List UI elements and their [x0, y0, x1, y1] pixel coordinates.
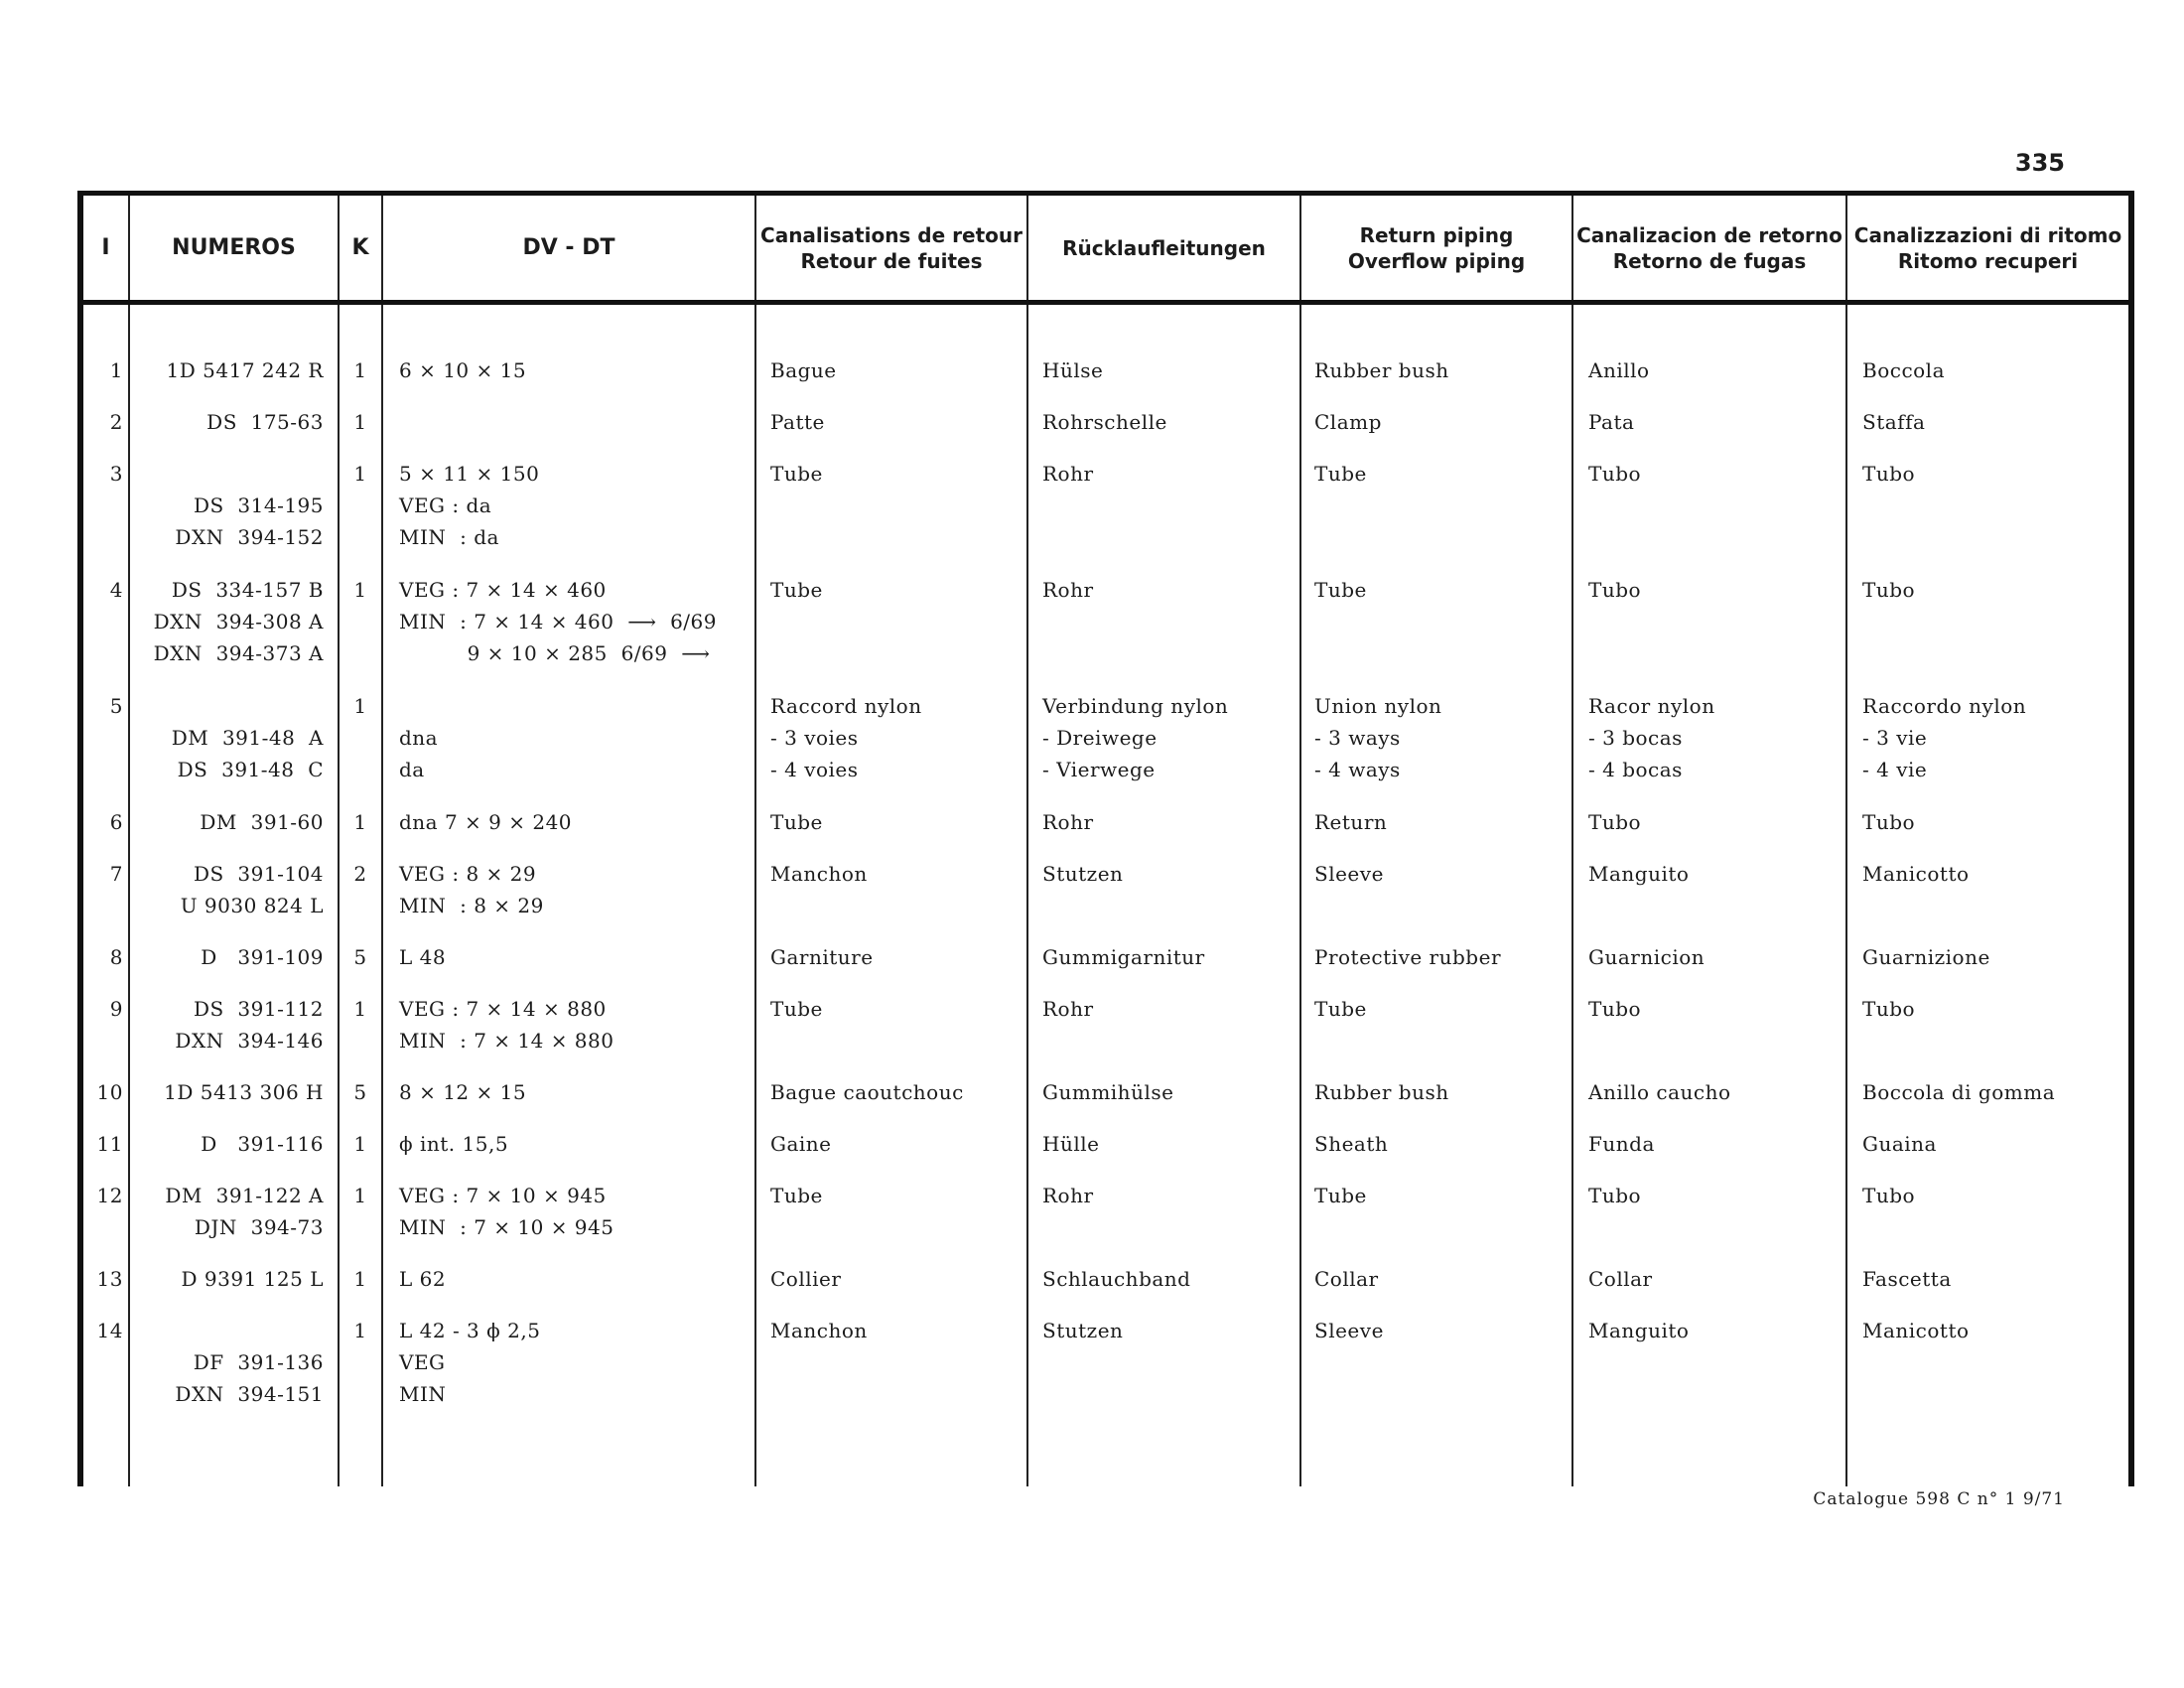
dimensions [399, 1128, 752, 1160]
description-english [1314, 406, 1569, 438]
description-german [1042, 1076, 1297, 1108]
dimensions-line: VEG : 8 × 29 [399, 862, 537, 886]
description-spanish [1588, 1076, 1843, 1108]
description-english-line: Rubber bush [1314, 358, 1449, 382]
dimensions-line [399, 690, 752, 722]
description-french-line: Raccord nylon [770, 694, 922, 718]
part-number-line: U 9030 824 L [180, 894, 324, 917]
quantity-k: 1 [353, 1132, 367, 1156]
description-french-line: Collier [770, 1267, 842, 1291]
description-german [1042, 406, 1297, 438]
row-index: 9 [109, 997, 123, 1021]
description-english [1314, 1180, 1569, 1211]
part-number [133, 1315, 324, 1410]
description-german [1042, 806, 1297, 838]
description-italian [1862, 806, 2126, 838]
row-index: 10 [96, 1080, 123, 1104]
description-spanish [1588, 690, 1843, 785]
description-german [1042, 1128, 1297, 1160]
column-divider [128, 196, 130, 1486]
description-italian [1862, 1263, 2126, 1295]
description-english [1314, 1076, 1569, 1108]
description-spanish-line: Tubo [1588, 810, 1642, 834]
part-number-line: DS 175-63 [206, 410, 324, 434]
part-number-line: DXN 394-152 [175, 525, 324, 549]
description-french-line: Bague [770, 358, 837, 382]
part-number [133, 1263, 324, 1295]
row-index: 5 [109, 694, 123, 718]
description-german [1042, 941, 1297, 973]
part-number [133, 406, 324, 438]
description-german [1042, 1180, 1297, 1211]
description-french-line: Patte [770, 410, 825, 434]
part-number [133, 690, 324, 785]
row-index: 7 [109, 862, 123, 886]
column-divider [754, 196, 756, 1486]
quantity-k: 1 [353, 1319, 367, 1342]
description-spanish [1588, 406, 1843, 438]
dimensions-line: VEG : 7 × 14 × 880 [399, 997, 607, 1021]
dimensions [399, 1263, 752, 1295]
part-number-line: DS 391-112 [193, 997, 324, 1021]
header-german: Rücklaufleitungen [1062, 235, 1266, 260]
description-english-line: - 4 ways [1314, 758, 1401, 781]
description-french [770, 1315, 1024, 1346]
description-english [1314, 354, 1569, 386]
description-spanish [1588, 858, 1843, 890]
dimensions-line: 9 × 10 × 285 6/69 ⟶ [399, 641, 711, 665]
description-french-line: Manchon [770, 862, 868, 886]
part-number-line: DS 334-157 B [171, 578, 324, 602]
description-french-line: Tube [770, 1184, 823, 1207]
dimensions [399, 1180, 752, 1243]
row-index: 2 [109, 410, 123, 434]
description-german-line: Hülle [1042, 1132, 1100, 1156]
description-french [770, 1076, 1024, 1108]
quantity-k: 5 [353, 945, 367, 969]
header-spanish: Canalizacion de retorno Retorno de fugas [1576, 222, 1843, 273]
description-english-line: Sheath [1314, 1132, 1389, 1156]
header-k: K [351, 234, 369, 260]
description-spanish-line: Tubo [1588, 997, 1642, 1021]
dimensions [399, 354, 752, 386]
description-french-line: Bague caoutchouc [770, 1080, 964, 1104]
description-french [770, 993, 1024, 1025]
description-german-line: - Dreiwege [1042, 726, 1158, 750]
dimensions-line: MIN : 7 × 10 × 945 [399, 1215, 614, 1239]
description-spanish-line: Anillo caucho [1588, 1080, 1731, 1104]
row-index: 11 [96, 1132, 123, 1156]
description-spanish-line: Pata [1588, 410, 1635, 434]
description-french [770, 574, 1024, 606]
dimensions-line: dna 7 × 9 × 240 [399, 810, 573, 834]
description-french [770, 858, 1024, 890]
description-english [1314, 993, 1569, 1025]
row-index: 12 [96, 1184, 123, 1207]
description-english [1314, 858, 1569, 890]
quantity-k: 1 [353, 694, 367, 718]
description-spanish [1588, 1263, 1843, 1295]
description-german [1042, 458, 1297, 490]
description-spanish-line: Tubo [1588, 462, 1642, 486]
part-number [133, 806, 324, 838]
dimensions [399, 1315, 752, 1410]
description-french [770, 806, 1024, 838]
description-italian-line: Manicotto [1862, 1319, 1970, 1342]
dimensions-line: MIN : 7 × 14 × 880 [399, 1029, 614, 1053]
dimensions [399, 406, 752, 438]
description-english [1314, 1128, 1569, 1160]
part-number-line [133, 690, 324, 722]
dimensions-line: VEG : 7 × 14 × 460 [399, 578, 607, 602]
description-italian [1862, 1128, 2126, 1160]
quantity-k: 5 [353, 1080, 367, 1104]
dimensions-line: 6 × 10 × 15 [399, 358, 527, 382]
part-number-line: DXN 394-151 [175, 1382, 324, 1406]
part-number [133, 458, 324, 553]
description-spanish [1588, 1180, 1843, 1211]
part-number-line: 1D 5417 242 R [166, 358, 324, 382]
description-english-line: Tube [1314, 462, 1367, 486]
dimensions-line: 5 × 11 × 150 [399, 462, 540, 486]
header-rule [83, 300, 2128, 305]
column-divider [1026, 196, 1028, 1486]
description-french-line: Tube [770, 462, 823, 486]
quantity-k: 1 [353, 1184, 367, 1207]
quantity-k: 2 [353, 862, 367, 886]
row-index: 4 [109, 578, 123, 602]
description-english [1314, 458, 1569, 490]
dimensions-line: VEG [399, 1350, 446, 1374]
description-french-line: Tube [770, 997, 823, 1021]
dimensions [399, 1076, 752, 1108]
dimensions-line: ϕ int. 15,5 [399, 1132, 509, 1156]
description-german [1042, 690, 1297, 785]
row-index: 14 [96, 1319, 123, 1342]
column-divider [1845, 196, 1847, 1486]
description-english-line: Tube [1314, 578, 1367, 602]
part-number [133, 1076, 324, 1108]
description-spanish [1588, 1315, 1843, 1346]
description-english-line: - 3 ways [1314, 726, 1401, 750]
description-spanish-line: Funda [1588, 1132, 1655, 1156]
description-italian [1862, 1180, 2126, 1211]
description-spanish-line: Manguito [1588, 862, 1690, 886]
description-english-line: Rubber bush [1314, 1080, 1449, 1104]
column-divider [1571, 196, 1573, 1486]
row-index: 3 [109, 462, 123, 486]
description-french-line: Manchon [770, 1319, 868, 1342]
part-number-line: DJN 394-73 [194, 1215, 324, 1239]
description-italian-line: Fascetta [1862, 1267, 1952, 1291]
description-german-line: Rohr [1042, 462, 1094, 486]
description-italian-line: Tubo [1862, 1184, 1916, 1207]
dimensions [399, 690, 752, 785]
description-german [1042, 858, 1297, 890]
description-italian [1862, 1076, 2126, 1108]
description-spanish-line: Tubo [1588, 578, 1642, 602]
description-english-line: Sleeve [1314, 862, 1384, 886]
description-italian [1862, 941, 2126, 973]
dimensions-line: L 48 [399, 945, 447, 969]
description-english-line: Clamp [1314, 410, 1382, 434]
dimensions [399, 574, 752, 669]
description-spanish [1588, 941, 1843, 973]
description-french [770, 1128, 1024, 1160]
part-number-line: DXN 394-308 A [153, 610, 324, 633]
header-french: Canalisations de retour Retour de fuites [760, 222, 1023, 273]
part-number-line: DS 391-104 [193, 862, 324, 886]
part-number [133, 858, 324, 921]
description-italian [1862, 993, 2126, 1025]
description-spanish-line: Manguito [1588, 1319, 1690, 1342]
description-spanish [1588, 458, 1843, 490]
description-english-line: Tube [1314, 997, 1367, 1021]
description-german [1042, 1263, 1297, 1295]
description-english [1314, 941, 1569, 973]
description-german-line: Rohrschelle [1042, 410, 1167, 434]
description-italian [1862, 574, 2126, 606]
part-number-line: DF 391-136 [193, 1350, 324, 1374]
dimensions-line: L 62 [399, 1267, 447, 1291]
description-italian-line: Guaina [1862, 1132, 1937, 1156]
dimensions-line: da [399, 758, 425, 781]
description-english-line: Protective rubber [1314, 945, 1502, 969]
description-spanish [1588, 574, 1843, 606]
description-italian [1862, 354, 2126, 386]
part-number-line: DM 391-122 A [165, 1184, 324, 1207]
description-french-line: Tube [770, 810, 823, 834]
row-index: 1 [109, 358, 123, 382]
quantity-k: 1 [353, 1267, 367, 1291]
part-number [133, 354, 324, 386]
description-german-line: Rohr [1042, 810, 1094, 834]
part-number-line: DXN 394-146 [175, 1029, 324, 1053]
description-german [1042, 354, 1297, 386]
row-index: 13 [96, 1267, 123, 1291]
part-number-line: DS 314-195 [193, 493, 324, 517]
part-number-line: D 391-109 [201, 945, 324, 969]
description-english-line: Return [1314, 810, 1388, 834]
part-number [133, 993, 324, 1056]
description-english-line: Sleeve [1314, 1319, 1384, 1342]
description-spanish [1588, 806, 1843, 838]
part-number [133, 1128, 324, 1160]
description-spanish-line: Racor nylon [1588, 694, 1715, 718]
description-italian-line: Tubo [1862, 997, 1916, 1021]
dimensions-line: 8 × 12 × 15 [399, 1080, 527, 1104]
description-spanish-line: Tubo [1588, 1184, 1642, 1207]
part-number-line: DS 391-48 C [177, 758, 324, 781]
part-number-line [133, 1315, 324, 1346]
dimensions-line: VEG : 7 × 10 × 945 [399, 1184, 607, 1207]
description-english [1314, 690, 1569, 785]
description-italian-line: Manicotto [1862, 862, 1970, 886]
description-french-line: Garniture [770, 945, 874, 969]
description-german-line: Rohr [1042, 578, 1094, 602]
dimensions [399, 941, 752, 973]
page-number: 335 [2014, 149, 2065, 177]
description-italian-line: Tubo [1862, 578, 1916, 602]
quantity-k: 1 [353, 410, 367, 434]
row-index: 8 [109, 945, 123, 969]
quantity-k: 1 [353, 810, 367, 834]
header-dv-dt: DV - DT [522, 234, 615, 260]
part-number [133, 941, 324, 973]
header-italian: Canalizzazioni di ritomo Ritomo recuperi [1853, 222, 2122, 273]
description-italian-line: Boccola di gomma [1862, 1080, 2056, 1104]
dimensions-line [399, 406, 752, 438]
description-german-line: Stutzen [1042, 1319, 1124, 1342]
part-number-line: D 9391 125 L [181, 1267, 324, 1291]
dimensions-line: dna [399, 726, 439, 750]
dimensions-line: MIN [399, 1382, 447, 1406]
column-divider [381, 196, 383, 1486]
description-spanish-line: Anillo [1588, 358, 1650, 382]
description-german-line: Stutzen [1042, 862, 1124, 886]
description-english [1314, 806, 1569, 838]
dimensions [399, 806, 752, 838]
description-spanish [1588, 993, 1843, 1025]
description-spanish-line: Collar [1588, 1267, 1653, 1291]
description-italian-line: Tubo [1862, 810, 1916, 834]
description-english-line: Collar [1314, 1267, 1379, 1291]
part-number-line: DXN 394-373 A [153, 641, 324, 665]
description-german-line: - Vierwege [1042, 758, 1156, 781]
description-italian-line: Tubo [1862, 462, 1916, 486]
header-index: I [101, 234, 110, 260]
description-german [1042, 993, 1297, 1025]
description-german-line: Verbindung nylon [1042, 694, 1229, 718]
description-italian-line: Boccola [1862, 358, 1946, 382]
description-german-line: Hülse [1042, 358, 1104, 382]
catalogue-footer: Catalogue 598 C n° 1 9/71 [1813, 1489, 2065, 1509]
dimensions-line: L 42 - 3 ϕ 2,5 [399, 1319, 541, 1342]
description-german-line: Gummihülse [1042, 1080, 1174, 1104]
description-german [1042, 574, 1297, 606]
dimensions [399, 458, 752, 553]
description-german-line: Gummigarnitur [1042, 945, 1205, 969]
description-spanish [1588, 354, 1843, 386]
description-italian-line: Staffa [1862, 410, 1926, 434]
quantity-k: 1 [353, 997, 367, 1021]
description-english [1314, 1315, 1569, 1346]
description-spanish-line: - 3 bocas [1588, 726, 1683, 750]
description-italian-line: - 3 vie [1862, 726, 1928, 750]
description-spanish [1588, 1128, 1843, 1160]
parts-table [77, 191, 2134, 1486]
description-french-line: - 4 voies [770, 758, 859, 781]
part-number-line: DM 391-60 [200, 810, 324, 834]
description-german [1042, 1315, 1297, 1346]
part-number-line: D 391-116 [201, 1132, 324, 1156]
description-italian [1862, 690, 2126, 785]
part-number-line: 1D 5413 306 H [164, 1080, 324, 1104]
description-english-line: Tube [1314, 1184, 1367, 1207]
description-italian [1862, 458, 2126, 490]
quantity-k: 1 [353, 358, 367, 382]
header-numeros: NUMEROS [172, 234, 296, 260]
description-italian-line: Raccordo nylon [1862, 694, 2027, 718]
description-german-line: Rohr [1042, 997, 1094, 1021]
dimensions-line: VEG : da [399, 493, 492, 517]
dimensions [399, 993, 752, 1056]
description-italian-line: Guarnizione [1862, 945, 1990, 969]
description-german-line: Schlauchband [1042, 1267, 1191, 1291]
description-italian [1862, 1315, 2126, 1346]
row-index: 6 [109, 810, 123, 834]
description-french-line: - 3 voies [770, 726, 859, 750]
description-french [770, 406, 1024, 438]
description-french [770, 1263, 1024, 1295]
header-english: Return piping Overflow piping [1347, 222, 1526, 273]
description-english [1314, 1263, 1569, 1295]
quantity-k: 1 [353, 578, 367, 602]
part-number [133, 574, 324, 669]
dimensions-line: MIN : da [399, 525, 499, 549]
description-english [1314, 574, 1569, 606]
description-french [770, 690, 1024, 785]
description-spanish-line: - 4 bocas [1588, 758, 1683, 781]
description-french [770, 941, 1024, 973]
part-number-line [133, 458, 324, 490]
description-french [770, 458, 1024, 490]
column-divider [1299, 196, 1301, 1486]
description-french [770, 354, 1024, 386]
description-french-line: Gaine [770, 1132, 832, 1156]
description-english-line: Union nylon [1314, 694, 1442, 718]
part-number [133, 1180, 324, 1243]
description-italian-line: - 4 vie [1862, 758, 1928, 781]
description-italian [1862, 406, 2126, 438]
description-italian [1862, 858, 2126, 890]
description-german-line: Rohr [1042, 1184, 1094, 1207]
description-french [770, 1180, 1024, 1211]
description-french-line: Tube [770, 578, 823, 602]
part-number-line: DM 391-48 A [171, 726, 324, 750]
dimensions-line: MIN : 7 × 14 × 460 ⟶ 6/69 [399, 610, 717, 633]
dimensions-line: MIN : 8 × 29 [399, 894, 544, 917]
quantity-k: 1 [353, 462, 367, 486]
description-spanish-line: Guarnicion [1588, 945, 1706, 969]
dimensions [399, 858, 752, 921]
